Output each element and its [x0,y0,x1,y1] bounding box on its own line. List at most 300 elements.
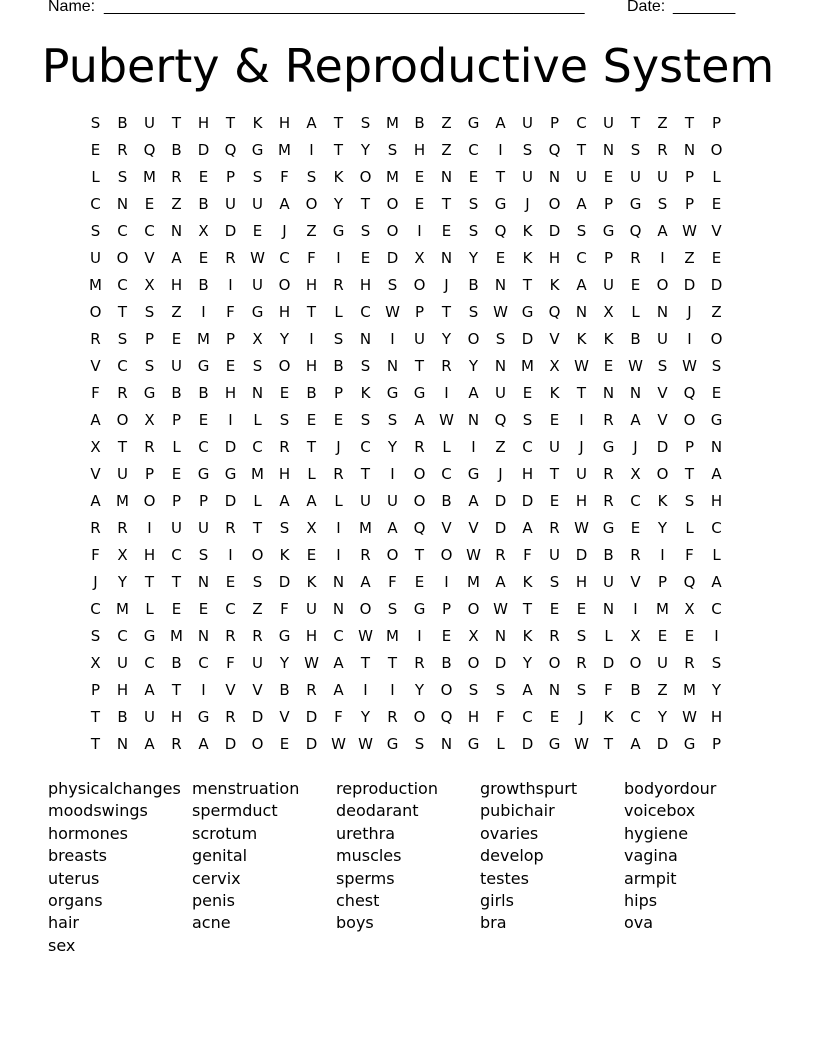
grid-letter[interactable]: G [251,303,264,321]
grid-letter[interactable]: N [116,735,129,753]
grid-letter[interactable]: L [334,303,343,321]
grid-letter[interactable]: O [413,465,426,483]
grid-letter[interactable]: I [687,330,692,348]
grid-letter[interactable]: U [657,330,668,348]
grid-letter[interactable]: R [414,654,425,672]
grid-letter[interactable]: S [387,141,398,159]
grid-letter[interactable]: L [91,168,100,186]
grid-letter[interactable]: B [171,141,182,159]
grid-letter[interactable]: G [386,384,399,402]
grid-letter[interactable]: T [360,195,371,213]
grid-letter[interactable]: S [360,357,371,375]
grid-letter[interactable]: I [660,249,665,267]
grid-letter[interactable]: C [117,276,128,294]
grid-letter[interactable]: O [116,249,129,267]
grid-letter[interactable]: X [468,627,479,645]
grid-letter[interactable]: Y [468,249,479,267]
grid-letter[interactable]: U [144,708,155,726]
grid-letter[interactable]: X [198,222,209,240]
grid-letter[interactable]: Y [360,141,371,159]
grid-letter[interactable]: T [90,735,101,753]
grid-letter[interactable]: G [467,465,480,483]
grid-letter[interactable]: I [444,384,449,402]
grid-letter[interactable]: H [305,627,318,645]
grid-letter[interactable]: H [359,276,372,294]
grid-letter[interactable]: P [198,492,209,510]
grid-letter[interactable]: N [386,357,399,375]
grid-letter[interactable]: K [360,384,371,402]
grid-letter[interactable]: H [278,465,291,483]
grid-letter[interactable]: B [117,708,128,726]
grid-letter[interactable]: S [576,681,587,699]
grid-letter[interactable]: Q [494,222,507,240]
grid-letter[interactable]: R [306,681,317,699]
grid-letter[interactable]: O [440,681,453,699]
grid-letter[interactable]: O [386,546,399,564]
grid-letter[interactable]: M [359,519,372,537]
grid-letter[interactable]: A [333,681,344,699]
grid-letter[interactable]: E [225,357,236,375]
grid-letter[interactable]: O [656,465,669,483]
grid-letter[interactable]: S [414,735,425,753]
grid-letter[interactable]: L [307,465,316,483]
grid-letter[interactable]: X [630,627,641,645]
grid-letter[interactable]: J [282,222,287,240]
grid-letter[interactable]: X [630,465,641,483]
grid-letter[interactable]: G [602,438,615,456]
grid-letter[interactable]: K [576,330,587,348]
grid-letter[interactable]: A [171,249,182,267]
grid-letter[interactable]: C [522,438,533,456]
grid-letter[interactable]: Q [629,222,642,240]
grid-letter[interactable]: C [171,546,182,564]
grid-letter[interactable]: N [440,168,453,186]
grid-letter[interactable]: M [143,168,156,186]
grid-letter[interactable]: H [143,546,156,564]
grid-letter[interactable]: S [684,492,695,510]
grid-letter[interactable]: N [494,627,507,645]
grid-letter[interactable]: I [633,600,638,618]
grid-letter[interactable]: H [278,303,291,321]
grid-letter[interactable]: U [171,357,182,375]
grid-letter[interactable]: F [604,681,613,699]
grid-letter[interactable]: W [358,735,373,753]
grid-letter[interactable]: W [574,735,589,753]
grid-letter[interactable]: J [444,276,449,294]
grid-letter[interactable]: S [306,168,317,186]
grid-letter[interactable]: R [171,168,182,186]
grid-letter[interactable]: P [657,573,668,591]
grid-letter[interactable]: B [468,276,479,294]
grid-letter[interactable]: E [711,249,722,267]
grid-letter[interactable]: V [225,681,236,699]
grid-letter[interactable]: Z [711,303,722,321]
grid-letter[interactable]: T [414,546,425,564]
grid-letter[interactable]: P [711,114,722,132]
grid-letter[interactable]: R [279,438,290,456]
grid-letter[interactable]: R [144,438,155,456]
grid-letter[interactable]: N [629,384,642,402]
grid-letter[interactable]: S [117,330,128,348]
grid-letter[interactable]: U [252,276,263,294]
grid-letter[interactable]: A [306,114,317,132]
grid-letter[interactable]: G [710,411,723,429]
grid-letter[interactable]: R [90,519,101,537]
grid-letter[interactable]: K [522,573,533,591]
grid-letter[interactable]: W [358,627,373,645]
grid-letter[interactable]: G [413,384,426,402]
grid-letter[interactable]: X [603,303,614,321]
grid-letter[interactable]: T [630,114,641,132]
grid-letter[interactable]: G [467,114,480,132]
grid-letter[interactable]: J [579,438,584,456]
grid-letter[interactable]: F [496,708,505,726]
grid-letter[interactable]: P [414,303,425,321]
grid-letter[interactable]: M [170,627,183,645]
grid-letter[interactable]: Z [252,600,263,618]
grid-letter[interactable]: Q [224,141,237,159]
grid-letter[interactable]: M [467,573,480,591]
grid-letter[interactable]: G [224,465,237,483]
grid-letter[interactable]: I [336,519,341,537]
grid-letter[interactable]: N [467,411,480,429]
grid-letter[interactable]: Z [495,438,506,456]
grid-letter[interactable]: D [251,708,264,726]
grid-letter[interactable]: S [252,573,263,591]
grid-letter[interactable]: D [224,222,237,240]
grid-letter[interactable]: S [468,222,479,240]
grid-letter[interactable]: J [579,708,584,726]
grid-letter[interactable]: E [522,384,533,402]
grid-letter[interactable]: A [279,492,290,510]
grid-letter[interactable]: U [603,573,614,591]
grid-letter[interactable]: B [171,384,182,402]
grid-letter[interactable]: C [90,600,101,618]
grid-letter[interactable]: S [198,546,209,564]
grid-letter[interactable]: C [576,249,587,267]
grid-letter[interactable]: H [305,357,318,375]
grid-letter[interactable]: T [171,573,182,591]
grid-letter[interactable]: E [549,708,560,726]
grid-letter[interactable]: G [197,708,210,726]
grid-letter[interactable]: D [548,222,561,240]
grid-letter[interactable]: T [684,114,695,132]
grid-letter[interactable]: S [387,600,398,618]
grid-letter[interactable]: C [90,195,101,213]
grid-letter[interactable]: E [549,600,560,618]
grid-letter[interactable]: R [117,519,128,537]
grid-letter[interactable]: M [278,141,291,159]
grid-letter[interactable]: E [198,411,209,429]
grid-letter[interactable]: I [471,438,476,456]
grid-letter[interactable]: W [304,654,319,672]
grid-letter[interactable]: N [548,168,561,186]
grid-letter[interactable]: S [387,276,398,294]
grid-letter[interactable]: E [279,384,290,402]
grid-letter[interactable]: F [685,546,694,564]
grid-letter[interactable]: T [171,681,182,699]
grid-letter[interactable]: B [603,546,614,564]
grid-letter[interactable]: L [253,492,262,510]
grid-letter[interactable]: Y [441,330,452,348]
grid-letter[interactable]: A [495,573,506,591]
grid-letter[interactable]: A [360,573,371,591]
grid-letter[interactable]: Y [117,573,128,591]
grid-letter[interactable]: C [630,708,641,726]
grid-letter[interactable]: A [630,735,641,753]
grid-letter[interactable]: E [414,195,425,213]
grid-letter[interactable]: D [224,735,237,753]
grid-letter[interactable]: K [657,492,668,510]
grid-letter[interactable]: H [548,249,561,267]
grid-letter[interactable]: P [333,384,344,402]
grid-letter[interactable]: Z [171,195,182,213]
grid-letter[interactable]: I [336,249,341,267]
grid-letter[interactable]: B [171,654,182,672]
grid-letter[interactable]: N [683,141,696,159]
grid-letter[interactable]: R [360,546,371,564]
grid-letter[interactable]: O [467,600,480,618]
grid-letter[interactable]: F [91,546,100,564]
grid-letter[interactable]: P [684,168,695,186]
grid-letter[interactable]: T [306,438,317,456]
grid-letter[interactable]: U [144,114,155,132]
grid-letter[interactable]: I [390,681,395,699]
grid-letter[interactable]: B [198,195,209,213]
grid-letter[interactable]: H [170,276,183,294]
grid-letter[interactable]: A [414,411,425,429]
name-field[interactable]: ______________________________________________________ [104,0,585,15]
grid-letter[interactable]: S [252,168,263,186]
grid-letter[interactable]: U [549,438,560,456]
grid-letter[interactable]: X [90,654,101,672]
grid-letter[interactable]: D [494,492,507,510]
grid-letter[interactable]: S [360,411,371,429]
grid-letter[interactable]: U [117,465,128,483]
grid-letter[interactable]: G [602,519,615,537]
grid-letter[interactable]: U [549,546,560,564]
grid-letter[interactable]: P [603,249,614,267]
grid-letter[interactable]: R [90,330,101,348]
grid-letter[interactable]: I [228,276,233,294]
grid-letter[interactable]: C [279,249,290,267]
grid-letter[interactable]: P [441,600,452,618]
grid-letter[interactable]: O [386,222,399,240]
grid-letter[interactable]: I [336,546,341,564]
grid-letter[interactable]: A [711,465,722,483]
grid-letter[interactable]: L [442,438,451,456]
grid-letter[interactable]: H [305,276,318,294]
grid-letter[interactable]: Q [683,573,696,591]
grid-letter[interactable]: V [468,519,479,537]
grid-letter[interactable]: A [144,735,155,753]
grid-letter[interactable]: N [251,384,264,402]
grid-letter[interactable]: B [630,330,641,348]
grid-letter[interactable]: T [522,600,533,618]
grid-letter[interactable]: J [498,465,503,483]
grid-letter[interactable]: I [714,627,719,645]
grid-letter[interactable]: A [468,384,479,402]
grid-letter[interactable]: B [333,357,344,375]
grid-letter[interactable]: O [548,195,561,213]
grid-letter[interactable]: M [656,600,669,618]
grid-letter[interactable]: U [576,465,587,483]
grid-letter[interactable]: V [90,465,101,483]
grid-letter[interactable]: X [252,330,263,348]
grid-letter[interactable]: Z [441,114,452,132]
grid-letter[interactable]: X [144,276,155,294]
grid-letter[interactable]: E [414,168,425,186]
grid-letter[interactable]: A [576,195,587,213]
grid-letter[interactable]: I [579,411,584,429]
grid-letter[interactable]: B [117,114,128,132]
grid-letter[interactable]: G [602,222,615,240]
grid-letter[interactable]: S [657,195,668,213]
grid-letter[interactable]: Y [657,708,668,726]
grid-letter[interactable]: Y [711,681,722,699]
grid-letter[interactable]: Y [360,708,371,726]
grid-letter[interactable]: L [685,519,694,537]
grid-letter[interactable]: O [710,141,723,159]
grid-letter[interactable]: K [279,546,290,564]
grid-letter[interactable]: U [414,330,425,348]
grid-letter[interactable]: C [144,654,155,672]
grid-letter[interactable]: B [198,276,209,294]
grid-letter[interactable]: Y [657,519,668,537]
grid-letter[interactable]: H [710,492,723,510]
grid-letter[interactable]: N [548,681,561,699]
grid-letter[interactable]: N [656,303,669,321]
grid-letter[interactable]: G [683,735,696,753]
grid-letter[interactable]: S [252,357,263,375]
grid-letter[interactable]: T [306,303,317,321]
grid-letter[interactable]: C [117,357,128,375]
grid-letter[interactable]: M [116,600,129,618]
grid-letter[interactable]: I [147,519,152,537]
grid-letter[interactable]: T [495,168,506,186]
grid-letter[interactable]: X [117,546,128,564]
grid-letter[interactable]: M [251,465,264,483]
grid-letter[interactable]: G [332,222,345,240]
grid-letter[interactable]: R [171,735,182,753]
grid-letter[interactable]: O [440,546,453,564]
grid-letter[interactable]: K [603,330,614,348]
grid-letter[interactable]: L [712,168,721,186]
date-field[interactable]: _______ [673,0,736,15]
grid-letter[interactable]: R [225,519,236,537]
grid-letter[interactable]: R [387,708,398,726]
grid-letter[interactable]: C [117,627,128,645]
grid-letter[interactable]: P [225,330,236,348]
grid-letter[interactable]: Z [684,249,695,267]
grid-letter[interactable]: T [360,465,371,483]
grid-letter[interactable]: N [197,627,210,645]
grid-letter[interactable]: D [305,735,318,753]
grid-letter[interactable]: D [494,519,507,537]
grid-letter[interactable]: E [306,411,317,429]
grid-letter[interactable]: V [630,573,641,591]
grid-letter[interactable]: D [278,573,291,591]
grid-letter[interactable]: M [521,357,534,375]
grid-letter[interactable]: G [143,384,156,402]
grid-letter[interactable]: Y [279,654,290,672]
grid-letter[interactable]: R [414,438,425,456]
grid-letter[interactable]: O [413,276,426,294]
grid-letter[interactable]: C [225,600,236,618]
grid-letter[interactable]: B [414,114,425,132]
grid-letter[interactable]: A [144,681,155,699]
grid-letter[interactable]: C [711,600,722,618]
grid-letter[interactable]: E [549,492,560,510]
grid-letter[interactable]: N [197,573,210,591]
grid-letter[interactable]: U [117,654,128,672]
grid-letter[interactable]: J [633,438,638,456]
grid-letter[interactable]: P [144,330,155,348]
grid-letter[interactable]: P [684,438,695,456]
grid-letter[interactable]: R [630,546,641,564]
grid-letter[interactable]: A [576,276,587,294]
grid-letter[interactable]: S [657,357,668,375]
grid-letter[interactable]: C [198,438,209,456]
grid-letter[interactable]: U [630,168,641,186]
grid-letter[interactable]: H [170,708,183,726]
grid-letter[interactable]: N [710,438,723,456]
grid-letter[interactable]: I [309,330,314,348]
grid-letter[interactable]: D [656,735,669,753]
grid-letter[interactable]: R [441,357,452,375]
grid-letter[interactable]: M [386,114,399,132]
grid-letter[interactable]: E [198,168,209,186]
grid-letter[interactable]: K [522,627,533,645]
grid-letter[interactable]: Z [657,114,668,132]
grid-letter[interactable]: N [440,249,453,267]
grid-letter[interactable]: T [90,708,101,726]
grid-letter[interactable]: P [144,465,155,483]
grid-letter[interactable]: W [574,519,589,537]
grid-letter[interactable]: Z [306,222,317,240]
grid-letter[interactable]: T [576,141,587,159]
grid-letter[interactable]: W [628,357,643,375]
grid-letter[interactable]: G [494,195,507,213]
grid-letter[interactable]: F [226,303,235,321]
grid-letter[interactable]: I [390,330,395,348]
grid-letter[interactable]: E [333,411,344,429]
grid-letter[interactable]: D [305,708,318,726]
grid-letter[interactable]: H [467,708,480,726]
grid-letter[interactable]: W [466,546,481,564]
grid-letter[interactable]: B [198,384,209,402]
grid-letter[interactable]: K [603,708,614,726]
grid-letter[interactable]: J [525,195,530,213]
grid-letter[interactable]: C [468,141,479,159]
grid-letter[interactable]: V [441,519,452,537]
grid-letter[interactable]: M [683,681,696,699]
grid-letter[interactable]: M [89,276,102,294]
grid-letter[interactable]: T [684,465,695,483]
grid-letter[interactable]: U [657,168,668,186]
grid-letter[interactable]: N [332,573,345,591]
grid-letter[interactable]: L [145,600,154,618]
grid-letter[interactable]: C [198,654,209,672]
grid-letter[interactable]: T [414,357,425,375]
grid-letter[interactable]: V [252,681,263,699]
grid-letter[interactable]: Z [441,141,452,159]
grid-letter[interactable]: N [332,600,345,618]
grid-letter[interactable]: T [117,303,128,321]
grid-letter[interactable]: L [253,411,262,429]
grid-letter[interactable]: R [225,627,236,645]
grid-letter[interactable]: N [602,600,615,618]
